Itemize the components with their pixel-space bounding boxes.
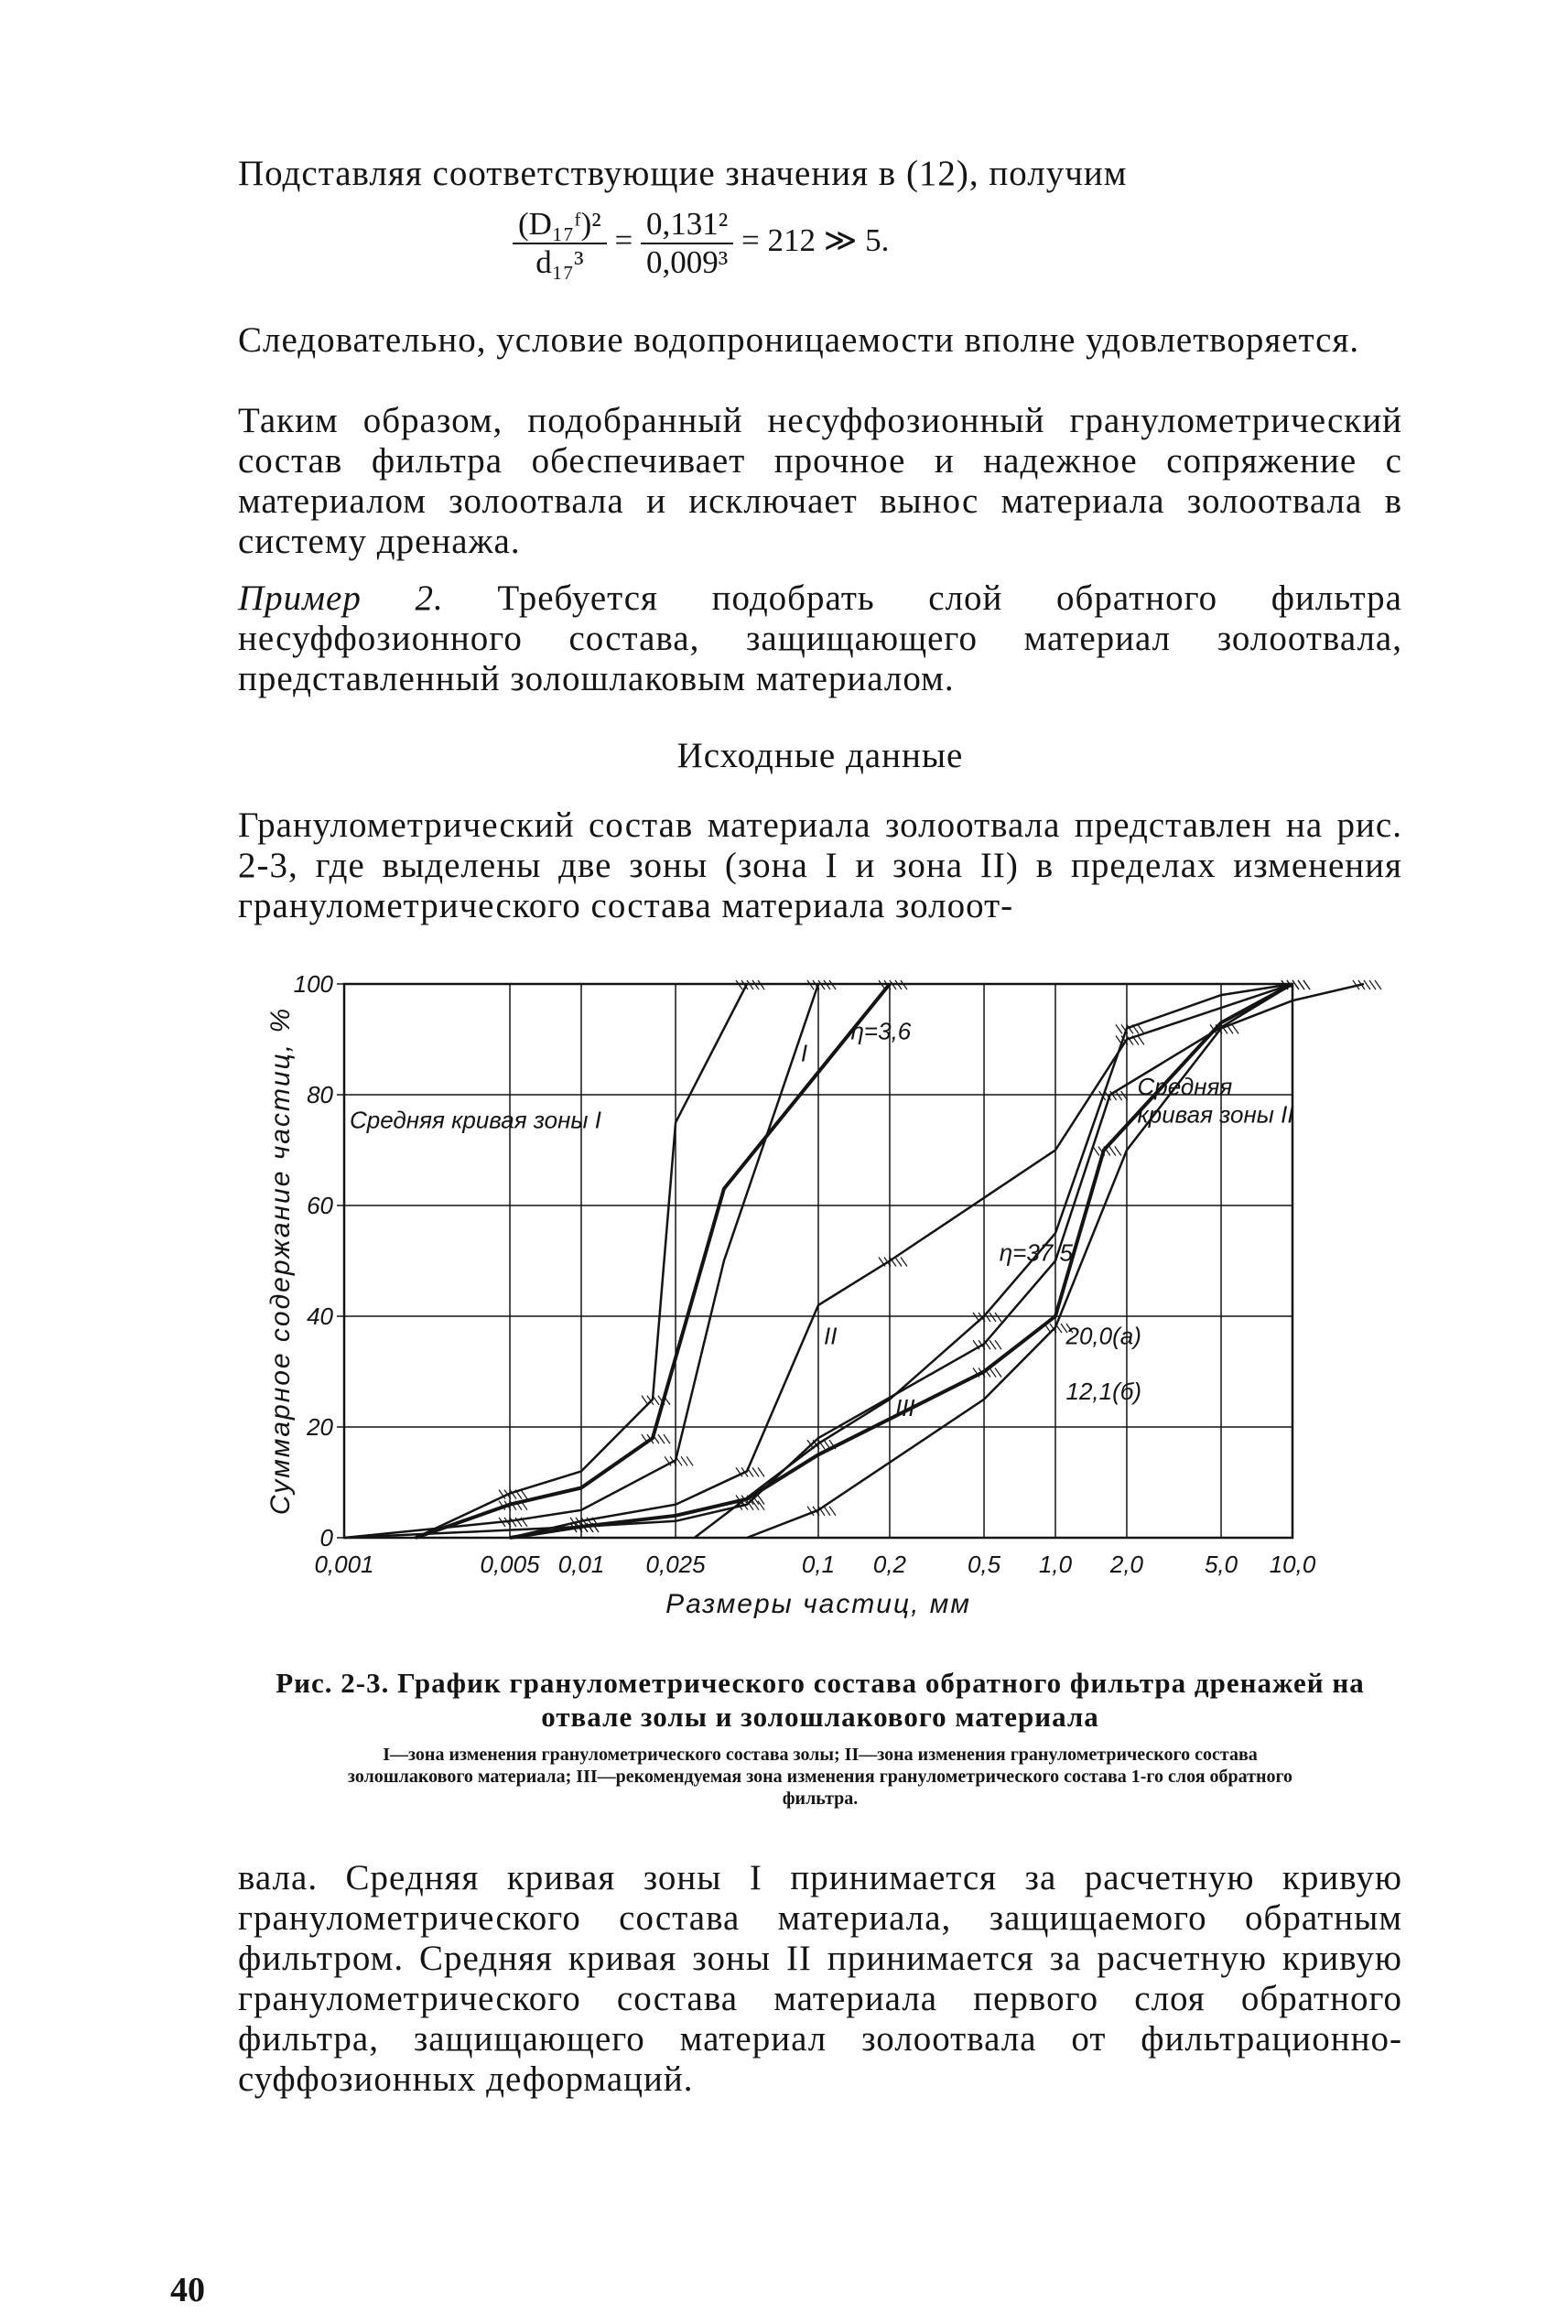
hatch-mark xyxy=(879,980,885,989)
hatch-mark xyxy=(1127,1024,1133,1033)
hatch-mark xyxy=(1121,1024,1128,1033)
hatch-mark xyxy=(510,1501,516,1510)
x-tick-label: 2,0 xyxy=(1109,1551,1144,1578)
hatch-mark xyxy=(758,1501,764,1510)
hatch-mark xyxy=(747,1501,753,1510)
hatch-mark xyxy=(1127,1036,1133,1045)
hatch-mark xyxy=(736,980,742,989)
hatch-mark xyxy=(576,1523,582,1532)
hatch-mark xyxy=(570,1518,577,1527)
hatch-mark xyxy=(984,1313,990,1322)
hatch-mark xyxy=(504,1490,511,1499)
hatch-mark xyxy=(1216,1024,1222,1033)
hatch-mark xyxy=(1121,1091,1128,1100)
section-heading: Исходные данные xyxy=(676,736,964,775)
formula-equals: = xyxy=(614,222,633,259)
hatch-mark xyxy=(752,1496,759,1505)
hatch-mark xyxy=(1116,1091,1122,1100)
series-line xyxy=(510,984,1292,1538)
hatch-mark xyxy=(895,980,902,989)
hatch-mark xyxy=(1281,980,1288,989)
hatch-mark xyxy=(499,1490,505,1499)
chart-annotation: 20,0(а) xyxy=(1065,1322,1141,1350)
hatch-mark xyxy=(587,1518,593,1527)
formula-result: = 212 ≫ 5. xyxy=(741,222,890,259)
hatch-mark xyxy=(1132,1036,1139,1045)
formula-numerator: (D₁₇ᶠ)² xyxy=(513,206,607,244)
x-tick-label: 10,0 xyxy=(1269,1551,1316,1578)
hatch-mark xyxy=(1358,980,1365,989)
hatch-mark xyxy=(1109,1147,1116,1156)
hatch-mark xyxy=(989,1340,996,1349)
hatch-mark xyxy=(741,980,748,989)
hatch-mark xyxy=(670,1456,676,1465)
hatch-mark xyxy=(1132,1024,1139,1033)
plot-frame xyxy=(344,984,1292,1538)
hatch-mark xyxy=(741,1501,748,1510)
hatch-mark xyxy=(995,1340,1001,1349)
hatch-mark xyxy=(504,1501,511,1510)
chart-annotation: I xyxy=(800,1039,808,1067)
hatch-mark xyxy=(653,1434,659,1443)
figure-caption: Рис. 2-3. График гранулометрического состава обратного фильтра дренажей на отвале золы и золошлакового материала xyxy=(276,1667,1365,1733)
formula-fraction-1 xyxy=(513,206,607,281)
hatch-mark xyxy=(1105,1091,1111,1100)
hatch-mark xyxy=(581,1518,588,1527)
hatch-mark xyxy=(499,1518,505,1527)
hatch-mark xyxy=(1116,1036,1122,1045)
formula-denominator-2: 0,009³ xyxy=(646,244,729,280)
hatch-mark xyxy=(747,1496,753,1505)
hatch-mark xyxy=(973,1368,979,1378)
hatch-mark xyxy=(1369,980,1376,989)
page-number: 40 xyxy=(170,2271,205,2309)
hatch-mark xyxy=(1210,1024,1217,1033)
chart-annotation: Средняя кривая зоны I xyxy=(350,1106,601,1134)
series-line xyxy=(344,984,1292,1538)
paragraph-3 xyxy=(238,578,1402,699)
hatch-mark xyxy=(1055,1324,1062,1333)
hatch-mark xyxy=(587,1523,593,1532)
hatch-mark xyxy=(736,1501,742,1510)
hatch-mark xyxy=(829,980,836,989)
hatch-mark xyxy=(592,1523,599,1532)
hatch-mark xyxy=(676,1456,682,1465)
hatch-mark xyxy=(747,980,753,989)
hatch-mark xyxy=(1110,1091,1117,1100)
y-tick-label: 20 xyxy=(307,1413,333,1441)
hatch-mark xyxy=(979,1340,985,1349)
hatch-mark xyxy=(1232,1024,1238,1033)
hatch-mark xyxy=(818,980,825,989)
paragraph-5: вала. Средняя кривая зоны I принимается за расчетную кривую гранулометрического состава материала, защищаемого обратным фильтром. Средняя кривая зоны II принимается за расчетную кривую гранулометрического состава материала первого слоя обратного фильтра, защищающего материал золоотвала от фильтрационно-суффозионных деформаций. xyxy=(238,1858,1402,2099)
hatch-mark xyxy=(807,980,814,989)
hatch-mark xyxy=(829,1440,836,1449)
hatch-mark xyxy=(642,1434,648,1443)
x-tick-label: 5,0 xyxy=(1204,1551,1238,1578)
x-tick-label: 0,5 xyxy=(967,1551,1001,1578)
hatch-mark xyxy=(1281,980,1288,989)
hatch-mark xyxy=(895,1258,902,1267)
hatch-mark xyxy=(818,1440,825,1449)
y-axis-label: Суммарное содержание частиц, % xyxy=(265,1006,296,1516)
hatch-mark xyxy=(581,1523,588,1532)
hatch-mark xyxy=(824,1440,830,1449)
hatch-mark xyxy=(973,1313,979,1322)
hatch-mark xyxy=(736,1467,742,1476)
hatch-mark xyxy=(515,1490,522,1499)
hatch-mark xyxy=(1364,980,1370,989)
hatch-mark xyxy=(521,1518,527,1527)
chart-annotation: II xyxy=(824,1322,838,1350)
hatch-mark xyxy=(884,980,891,989)
formula-denominator: d₁₇³ xyxy=(535,244,584,280)
hatch-mark xyxy=(521,1490,527,1499)
hatch-mark xyxy=(499,1501,505,1510)
hatch-mark xyxy=(824,980,830,989)
x-tick-label: 0,2 xyxy=(872,1551,907,1578)
hatch-mark xyxy=(741,1467,748,1476)
hatch-mark xyxy=(581,1523,588,1532)
chart-annotation: η=3,6 xyxy=(850,1017,912,1045)
hatch-mark xyxy=(1061,1324,1067,1333)
chart-annotation: кривая зоны II xyxy=(1137,1100,1294,1129)
hatch-mark xyxy=(1303,980,1310,989)
hatch-mark xyxy=(1098,1147,1105,1156)
series-line xyxy=(695,984,1292,1538)
hatch-mark xyxy=(576,1518,582,1527)
hatch-mark xyxy=(1138,1036,1144,1045)
paragraph-1: Следовательно, условие водопроницаемости вполне удовлетворяется. xyxy=(238,320,1360,360)
hatch-mark xyxy=(807,1507,814,1516)
chart-annotation: η=37,5 xyxy=(999,1238,1073,1267)
hatch-mark xyxy=(813,980,819,989)
hatch-mark xyxy=(570,1523,577,1532)
series-line xyxy=(344,984,818,1538)
hatch-mark xyxy=(521,1501,527,1510)
formula xyxy=(513,206,889,281)
hatch-mark xyxy=(1298,980,1304,989)
series-line xyxy=(416,984,890,1538)
hatch-mark xyxy=(995,1313,1001,1322)
hatch-mark xyxy=(515,1501,522,1510)
hatch-mark xyxy=(1287,980,1293,989)
hatch-mark xyxy=(510,1490,516,1499)
hatch-mark xyxy=(592,1523,599,1532)
hatch-mark xyxy=(758,1467,764,1476)
hatch-mark xyxy=(879,1258,885,1267)
chart-annotation: III xyxy=(894,1393,915,1421)
hatch-mark xyxy=(736,1496,742,1505)
y-tick-label: 60 xyxy=(307,1192,333,1219)
hatch-mark xyxy=(576,1523,582,1532)
hatch-mark xyxy=(653,1396,659,1405)
hatch-mark xyxy=(1303,980,1310,989)
hatch-mark xyxy=(647,1396,654,1405)
hatch-mark xyxy=(665,1456,671,1465)
y-tick-label: 100 xyxy=(293,970,333,998)
series-line xyxy=(416,984,747,1538)
hatch-mark xyxy=(890,980,896,989)
hatch-mark xyxy=(829,1507,836,1516)
hatch-mark xyxy=(1287,980,1293,989)
hatch-mark xyxy=(587,1523,593,1532)
hatch-mark xyxy=(504,1518,511,1527)
hatch-mark xyxy=(658,1434,665,1443)
hatch-mark xyxy=(1066,1324,1073,1333)
hatch-mark xyxy=(984,1368,990,1378)
paragraph-2: Таким образом, подобранный несуффозионный гранулометрический состав фильтра обеспечивает прочное и надежное сопряжение с материалом золоотвала и исключает вынос материала золоотвала в систему дренажа. xyxy=(238,401,1402,561)
hatch-mark xyxy=(1298,980,1304,989)
chart-annotation: Средняя xyxy=(1137,1073,1233,1100)
hatch-mark xyxy=(515,1518,522,1527)
hatch-mark xyxy=(510,1518,516,1527)
hatch-mark xyxy=(681,1456,687,1465)
hatch-mark xyxy=(813,1507,819,1516)
x-tick-label: 0,01 xyxy=(557,1551,605,1578)
hatch-mark xyxy=(989,1313,996,1322)
hatch-mark xyxy=(979,1368,985,1378)
hatch-mark xyxy=(752,1501,759,1510)
hatch-mark xyxy=(884,1258,891,1267)
hatch-mark xyxy=(807,1440,814,1449)
hatch-mark xyxy=(687,1456,693,1465)
hatch-mark xyxy=(758,980,764,989)
hatch-mark xyxy=(741,1496,748,1505)
hatch-mark xyxy=(642,1396,648,1405)
hatch-mark xyxy=(1044,1324,1051,1333)
hatch-mark xyxy=(1221,1024,1227,1033)
chart-annotation: 12,1(б) xyxy=(1065,1377,1142,1405)
hatch-mark xyxy=(664,1396,670,1405)
series-line xyxy=(510,984,1292,1538)
hatch-mark xyxy=(1099,1091,1106,1100)
x-axis-label: Размеры частиц, мм xyxy=(665,1589,971,1619)
hatch-mark xyxy=(973,1340,979,1349)
hatch-mark xyxy=(995,1368,1001,1378)
x-tick-label: 0,001 xyxy=(314,1551,374,1578)
hatch-mark xyxy=(1292,980,1299,989)
hatch-mark xyxy=(1104,1147,1110,1156)
hatch-mark xyxy=(1138,1024,1144,1033)
paragraph-4: Гранулометрический состав материала золоотвала представлен на рис. 2-3, где выделены две зоны (зона I и зона II) в пределах изменения гранулометрического состава материала золоот- xyxy=(238,805,1402,925)
hatch-mark xyxy=(1227,1024,1233,1033)
hatch-mark xyxy=(1093,1147,1099,1156)
x-tick-label: 1,0 xyxy=(1038,1551,1073,1578)
hatch-mark xyxy=(1375,980,1381,989)
hatch-mark xyxy=(824,1507,830,1516)
hatch-mark xyxy=(647,1434,654,1443)
hatch-mark xyxy=(1116,1024,1122,1033)
y-tick-label: 0 xyxy=(319,1524,333,1551)
hatch-mark xyxy=(752,1467,759,1476)
hatch-mark xyxy=(1115,1147,1121,1156)
formula-numerator-2: 0,131² xyxy=(641,206,733,244)
hatch-mark xyxy=(747,1467,753,1476)
hatch-mark xyxy=(664,1434,670,1443)
figure-legend: I—зона изменения гранулометрического состава золы; II—зона изменения гранулометрического состава золошлакового материала; III—рекомендуемая зона изменения гранулометрического состава 1-го слоя обратного фильтра. xyxy=(347,1745,1293,1809)
hatch-mark xyxy=(813,1440,819,1449)
hatch-mark xyxy=(1050,1324,1056,1333)
hatch-mark xyxy=(979,1313,985,1322)
hatch-mark xyxy=(592,1518,599,1527)
hatch-mark xyxy=(658,1396,665,1405)
hatch-mark xyxy=(901,1258,907,1267)
x-tick-label: 0,1 xyxy=(801,1551,836,1578)
hatch-mark xyxy=(570,1523,577,1532)
hatch-mark xyxy=(758,1496,764,1505)
example-label: Пример 2. xyxy=(238,578,444,618)
x-tick-label: 0,005 xyxy=(480,1551,540,1578)
hatch-mark xyxy=(1292,980,1299,989)
hatch-mark xyxy=(901,980,907,989)
formula-fraction-2 xyxy=(641,206,733,281)
series-line xyxy=(747,984,1364,1538)
hatch-mark xyxy=(1121,1036,1128,1045)
y-tick-label: 40 xyxy=(307,1303,333,1330)
hatch-mark xyxy=(1353,980,1359,989)
hatch-mark xyxy=(818,1507,825,1516)
x-tick-label: 0,025 xyxy=(645,1551,706,1578)
hatch-mark xyxy=(752,980,759,989)
y-tick-label: 80 xyxy=(307,1081,333,1108)
example-text: Требуется подобрать слой обратного фильтра несуффозионного состава, защищающего материал золоотвала, представленный золошлаковым материалом. xyxy=(238,578,1402,698)
hatch-mark xyxy=(984,1340,990,1349)
hatch-mark xyxy=(890,1258,896,1267)
hatch-mark xyxy=(989,1368,996,1378)
intro-paragraph: Подставляя соответствующие значения в (12), получим xyxy=(238,154,1128,193)
